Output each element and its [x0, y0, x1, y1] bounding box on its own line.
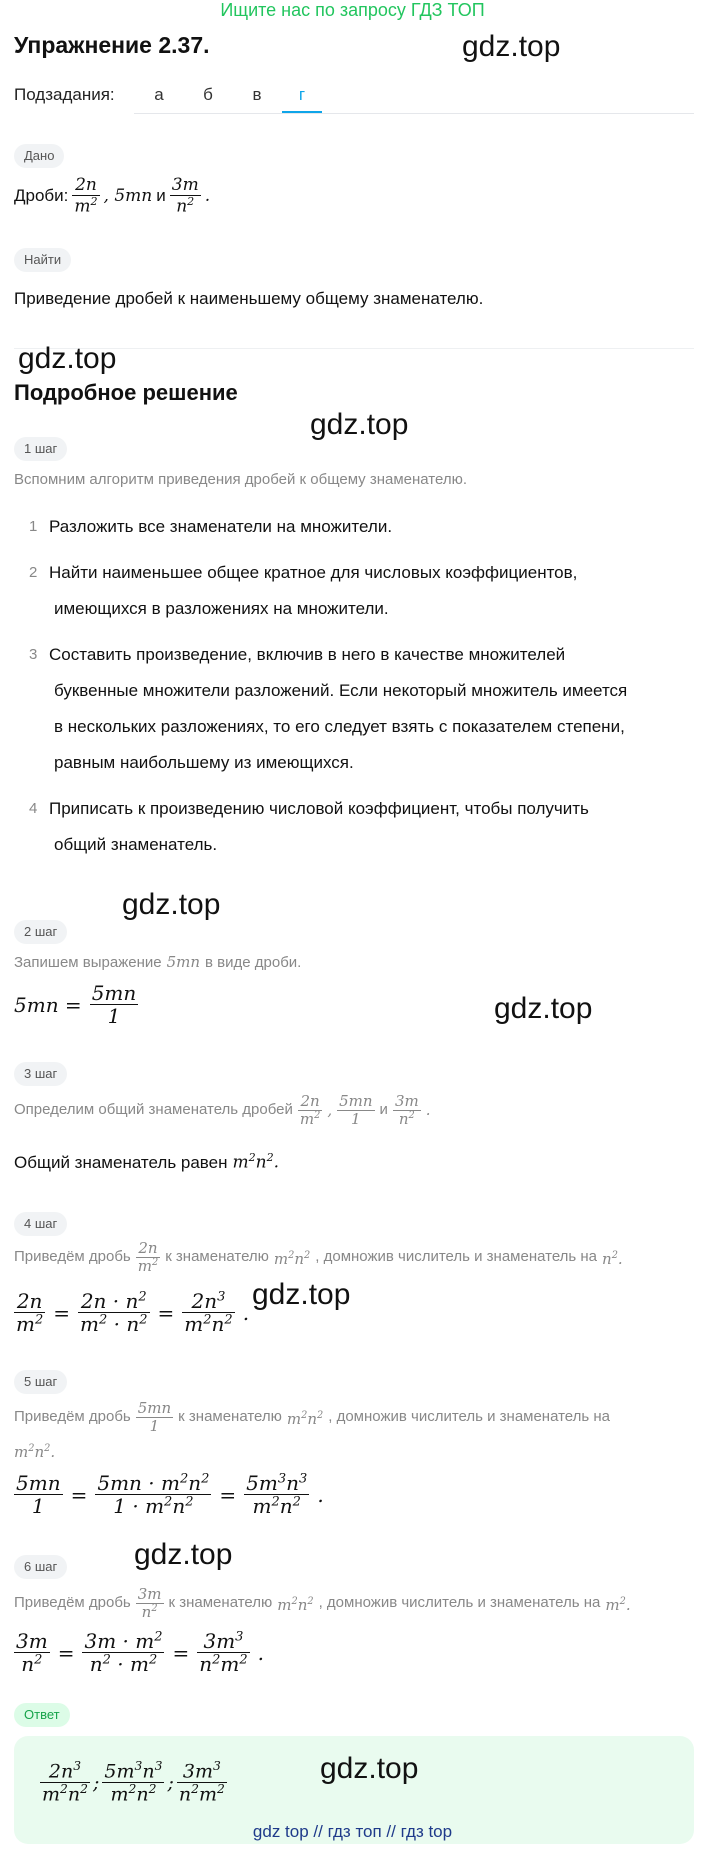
step-6-text: Приведём дробь $\frac{3m}{n^2}$ к знаменателю $m^2n^2$ , домножив числитель и знаменатель на $m^2$.	[14, 1585, 631, 1621]
step-4-text: Приведём дробь $\frac{2n}{m^2}$ к знаменателю $m^2n^2$ , домножив числитель и знаменатель на $n^2$.	[14, 1239, 623, 1275]
fraction-2n-m2: $\frac{2n}{m^2}$	[74, 175, 98, 217]
list-item-line: Составить произведение, включив в него в качестве множителей	[49, 645, 566, 664]
equation-step-5: $\frac{5mn}{1}$ = $\frac{5mn \cdot m^2n^2}{1 \cdot m^2n^2}$ = $\frac{5m^3n^3}{m^2n^2}$ .	[16, 1471, 324, 1518]
list-item-line: Найти наименьшее общее кратное для числовых коэффициентов,	[49, 563, 578, 582]
list-item-line: общий знаменатель.	[54, 835, 218, 854]
footer-links[interactable]: gdz top // гдз топ // гдз top	[252, 1822, 453, 1841]
solution-title: Подробное решение	[14, 380, 238, 405]
watermark: gdz.top	[252, 1278, 351, 1311]
watermark: gdz.top	[494, 992, 593, 1025]
equation-step-6: $\frac{3m}{n^2}$ = $\frac{3m \cdot m^2}{n^2 \cdot m^2}$ = $\frac{3m^3}{n^2m^2}$ .	[16, 1629, 265, 1676]
given-badge: Дано	[14, 144, 64, 168]
answer-fractions: $\frac{2n^3}{m^2n^2}$ ; $\frac{5m^3n^3}{m^2n^2}$ ; $\frac{3m^3}{n^2m^2}$	[42, 1759, 225, 1806]
step-2-text: Запишем выражение 5mn в виде дроби.	[14, 953, 302, 971]
subtasks-label: Подзадания:	[14, 85, 115, 104]
equation-step-4: $\frac{2n}{m^2}$ = $\frac{2n \cdot n^2}{m^2 \cdot n^2}$ = $\frac{2n^3}{m^2n^2}$ .	[16, 1289, 250, 1336]
watermark: gdz.top	[134, 1538, 233, 1571]
step-3-text: Определим общий знаменатель дробей $\frac{2n}{m^2}$ , $\frac{5mn}{1}$ и $\frac{3m}{n^2}$ .	[14, 1092, 431, 1128]
tabs-divider	[134, 113, 694, 114]
tab-v[interactable]: в	[252, 85, 262, 104]
tab-a[interactable]: а	[154, 85, 164, 104]
step-text: к знаменателю	[168, 1594, 273, 1611]
watermark: gdz.top	[310, 408, 409, 441]
list-item-line: Разложить все знаменатели на множители.	[49, 517, 393, 536]
watermark: gdz.top	[18, 342, 117, 375]
step-text: к знаменателю	[165, 1248, 269, 1265]
list-item-number: 4	[29, 800, 38, 817]
page-title: Упражнение 2.37.	[14, 32, 210, 58]
step-2-badge: 2 шаг	[14, 920, 67, 944]
fraction-3m-n2: $\frac{3m}{n^2}$	[171, 175, 199, 217]
step-text: Общий знаменатель равен	[14, 1152, 228, 1172]
given-fractions: Дроби: $\frac{2n}{m^2}$ , 5mn и $\frac{3m}{n^2}$ .	[14, 175, 211, 217]
answer-badge: Ответ	[14, 1703, 70, 1727]
list-item-line: Приписать к произведению числовой коэффициент, чтобы получить	[49, 799, 589, 818]
step-text: в виде дроби.	[205, 954, 302, 971]
step-text: , домножив числитель и знаменатель на	[315, 1248, 598, 1265]
list-item-line: в нескольких разложениях, то его следует взять с показателем степени,	[54, 717, 625, 736]
step-text: Определим общий знаменатель дробей	[14, 1101, 293, 1118]
step-4-badge: 4 шаг	[14, 1212, 67, 1236]
step-5-badge: 5 шаг	[14, 1370, 67, 1394]
step-1-badge: 1 шаг	[14, 437, 67, 461]
watermark: gdz.top	[462, 30, 561, 63]
step-6-badge: 6 шаг	[14, 1555, 67, 1579]
step-text: Приведём дробь	[14, 1248, 131, 1265]
given-and: и	[156, 186, 166, 206]
given-prefix: Дроби:	[14, 186, 69, 206]
step-text: Приведём дробь	[14, 1594, 131, 1611]
step-1-intro: Вспомним алгоритм приведения дробей к общему знаменателю.	[14, 471, 468, 488]
step-3-badge: 3 шаг	[14, 1062, 67, 1086]
step-text: Приведём дробь	[14, 1408, 131, 1425]
list-item-number: 2	[29, 564, 38, 581]
step-text: , домножив числитель и знаменатель на	[318, 1594, 601, 1611]
watermark: gdz.top	[320, 1752, 419, 1785]
step-5-text: Приведём дробь $\frac{5mn}{1}$ к знаменателю $m^2n^2$ , домножив числитель и знаменатель на $m^2n^2$.	[14, 1399, 611, 1461]
list-item-line: буквенные множители разложений. Если некоторый множитель имеется	[54, 681, 628, 700]
step-text: к знаменателю	[178, 1408, 282, 1425]
find-badge: Найти	[14, 248, 71, 272]
list-item-line: равным наибольшему из имеющихся.	[54, 753, 354, 772]
step-3-result: Общий знаменатель равен $m^2n^2$.	[14, 1151, 280, 1173]
list-item-number: 1	[29, 518, 38, 535]
tab-b[interactable]: б	[203, 85, 213, 104]
list-item-number: 3	[29, 646, 38, 663]
tab-g[interactable]: г	[298, 85, 306, 104]
step-text: и	[379, 1101, 388, 1118]
top-banner: Ищите нас по запросу ГДЗ ТОП	[220, 0, 485, 20]
step-text: Запишем выражение	[14, 954, 162, 971]
list-item-line: имеющихся в разложениях на множители.	[54, 599, 389, 618]
active-tab-indicator	[282, 111, 322, 113]
watermark: gdz.top	[122, 888, 221, 921]
find-text: Приведение дробей к наименьшему общему знаменателю.	[14, 289, 484, 308]
equation-step-2: 5mn = $\frac{5mn}{1}$	[14, 981, 137, 1028]
step-text: , домножив числитель и знаменатель на	[328, 1408, 611, 1425]
